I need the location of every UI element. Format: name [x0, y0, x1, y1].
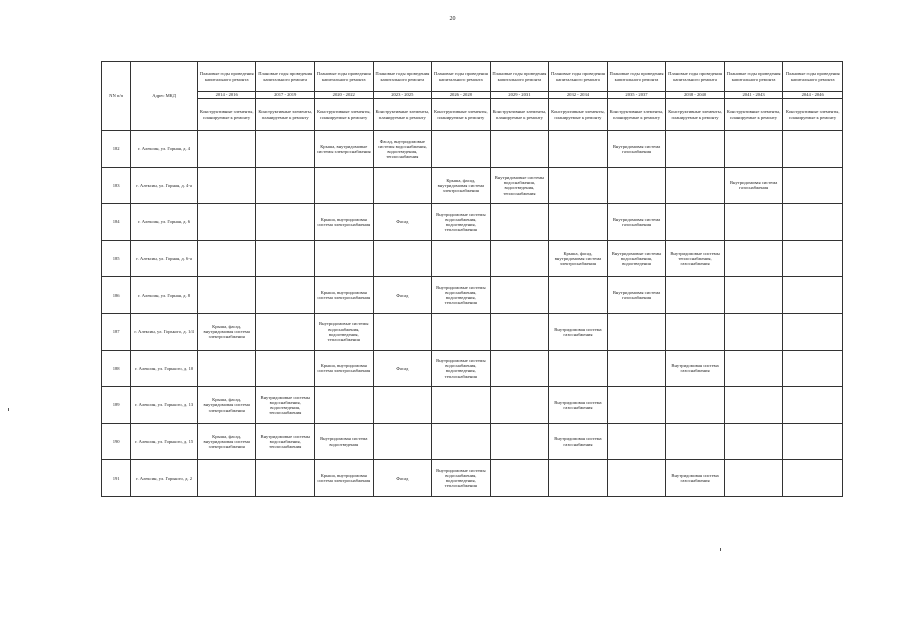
repair-elements-cell: Крыша, внутридомовая система электроснабжения [314, 277, 373, 314]
repair-elements-cell [549, 277, 608, 314]
repair-elements-cell: Крыша, внутридомовая система электроснабжения [314, 350, 373, 387]
repair-elements-cell: Крыша, фасад, внутридомовая система электроснабжения [197, 313, 256, 350]
repair-elements-cell [666, 387, 725, 424]
elements-header: Конструктивные элементы, планируемые к ремонту [666, 99, 725, 131]
repair-elements-cell [373, 167, 432, 204]
repair-elements-cell [490, 313, 549, 350]
repair-elements-cell [490, 131, 549, 168]
period-years-header: 2038 - 2040 [666, 92, 725, 99]
header-address: Адрес МКД [131, 62, 198, 131]
elements-header: Конструктивные элементы, планируемые к ремонту [783, 99, 843, 131]
table-row [102, 350, 843, 387]
period-years-header: 2026 - 2028 [432, 92, 491, 99]
period-title-header: Плановые годы проведения капитального ремонта [724, 62, 783, 92]
repair-elements-cell [432, 387, 491, 424]
repair-elements-cell [373, 240, 432, 277]
repair-elements-cell: Крыша, фасад, внутридомовая система электроснабжения [549, 240, 608, 277]
repair-elements-cell [490, 240, 549, 277]
repair-elements-cell: Внутридомовая система газоснабжения [666, 460, 725, 497]
row-address: г. Алексин, ул. Горная, д. 6 [131, 204, 198, 241]
repair-elements-cell [783, 277, 843, 314]
period-title-header: Плановые годы проведения капитального ремонта [549, 62, 608, 92]
repair-elements-cell [432, 313, 491, 350]
row-number: 189 [102, 387, 131, 424]
header-num: NN п/п [102, 62, 131, 131]
period-title-header: Плановые годы проведения капитального ремонта [490, 62, 549, 92]
repair-elements-cell: Внутридомовая система газоснабжения [549, 423, 608, 460]
repair-elements-cell: Крыша, внутридомовая система электроснабжения [314, 460, 373, 497]
repair-elements-cell [197, 131, 256, 168]
repair-elements-cell: Внутридомовая система газоснабжения [607, 204, 666, 241]
period-title-header: Плановые годы проведения капитального ремонта [314, 62, 373, 92]
repair-elements-cell [783, 423, 843, 460]
repair-elements-cell [724, 313, 783, 350]
repair-elements-cell: Внутридомовые системы водоснабжения, водоотведения [607, 240, 666, 277]
repair-elements-cell [724, 350, 783, 387]
repair-elements-cell [256, 313, 315, 350]
period-title-header: Плановые годы проведения капитального ремонта [197, 62, 256, 92]
repair-elements-cell [256, 204, 315, 241]
repair-elements-cell [432, 131, 491, 168]
repair-elements-cell: Внутридомовая система газоснабжения [724, 167, 783, 204]
table-row [102, 313, 843, 350]
row-address: г. Алексин, ул. Горького, д. 2 [131, 460, 198, 497]
repair-elements-cell [490, 204, 549, 241]
period-title-header: Плановые годы проведения капитального ремонта [432, 62, 491, 92]
repair-elements-cell [314, 387, 373, 424]
row-number: 184 [102, 204, 131, 241]
repair-elements-cell [724, 240, 783, 277]
repair-elements-cell: Внутридомовые системы водоснабжения, водоотведения, теплоснабжения [432, 204, 491, 241]
repair-elements-cell: Внутридомовая система газоснабжения [607, 131, 666, 168]
repair-elements-cell [490, 350, 549, 387]
repair-elements-cell [666, 131, 725, 168]
repair-elements-cell [549, 167, 608, 204]
row-number: 186 [102, 277, 131, 314]
repair-elements-cell [314, 167, 373, 204]
repair-elements-cell [549, 350, 608, 387]
period-years-header: 2029 - 2031 [490, 92, 549, 99]
repair-elements-cell [724, 204, 783, 241]
repair-elements-cell [607, 350, 666, 387]
row-address: г. Алексин, ул. Горького, д. 13 [131, 387, 198, 424]
table-row [102, 167, 843, 204]
repair-elements-cell: Фасад [373, 277, 432, 314]
elements-header: Конструктивные элементы, планируемые к ремонту [490, 99, 549, 131]
row-number: 191 [102, 460, 131, 497]
row-number: 187 [102, 313, 131, 350]
repair-elements-cell [549, 460, 608, 497]
period-title-header: Плановые годы проведения капитального ремонта [783, 62, 843, 92]
period-years-header: 2017 - 2019 [256, 92, 315, 99]
period-title-header: Плановые годы проведения капитального ремонта [607, 62, 666, 92]
row-number: 188 [102, 350, 131, 387]
repair-elements-cell: Внутридомовая система газоснабжения [549, 313, 608, 350]
repair-elements-cell: Крыша, внутридомовые системы электроснабжения [314, 131, 373, 168]
repair-elements-cell: Фасад [373, 204, 432, 241]
period-years-header: 2044 - 2046 [783, 92, 843, 99]
repair-elements-cell [432, 423, 491, 460]
repair-elements-cell [490, 423, 549, 460]
repair-elements-cell: Крыша, фасад, внутридомовая система электроснабжения [432, 167, 491, 204]
repair-elements-cell [197, 240, 256, 277]
table-row [102, 277, 843, 314]
repair-elements-cell [607, 387, 666, 424]
repair-elements-cell [724, 277, 783, 314]
repair-elements-cell: Внутридомовые системы водоснабжения, водоотведения, теплоснабжения [432, 277, 491, 314]
row-address: г. Алексин, ул. Горная, д. 4 [131, 131, 198, 168]
row-number: 182 [102, 131, 131, 168]
repair-elements-cell: Внутридомовая система газоснабжения [666, 350, 725, 387]
period-title-header: Плановые годы проведения капитального ремонта [373, 62, 432, 92]
repair-elements-cell: Внутридомовые системы водоснабжения, водоотведения, теплоснабжения [256, 387, 315, 424]
repair-elements-cell: Внутридомовые системы водоснабжения, теплоснабжения [256, 423, 315, 460]
row-address: г. Алексин, ул. Горького, д. 10 [131, 350, 198, 387]
repair-elements-cell [783, 387, 843, 424]
period-title-header: Плановые годы проведения капитального ремонта [256, 62, 315, 92]
elements-header: Конструктивные элементы, планируемые к ремонту [432, 99, 491, 131]
repair-elements-cell [783, 460, 843, 497]
repair-elements-cell [724, 423, 783, 460]
period-years-header: 2035 - 2037 [607, 92, 666, 99]
repair-elements-cell [607, 313, 666, 350]
repair-elements-cell [197, 204, 256, 241]
repair-elements-cell: Крыша, внутридомовая система электроснабжения [314, 204, 373, 241]
repair-elements-cell [783, 131, 843, 168]
repair-elements-cell [197, 460, 256, 497]
row-number: 185 [102, 240, 131, 277]
repair-elements-cell [432, 240, 491, 277]
repair-elements-cell [490, 277, 549, 314]
repair-elements-cell [783, 204, 843, 241]
row-address: г. Алексин, ул. Горького, д. 15 [131, 423, 198, 460]
repair-elements-cell [314, 240, 373, 277]
repair-elements-cell [256, 350, 315, 387]
repair-elements-cell [666, 313, 725, 350]
repair-elements-cell [373, 313, 432, 350]
repair-elements-cell [197, 167, 256, 204]
repair-elements-cell: Крыша, фасад, внутридомовая система электроснабжения [197, 423, 256, 460]
table-row [102, 423, 843, 460]
repair-elements-cell [783, 240, 843, 277]
scan-mark [720, 548, 721, 551]
repair-elements-cell [666, 423, 725, 460]
elements-header: Конструктивные элементы, планируемые к ремонту [314, 99, 373, 131]
repair-elements-cell: Фасад, внутридомовые системы водоснабжения, водоотведения, теплоснабжения [373, 131, 432, 168]
repair-elements-cell [783, 350, 843, 387]
repair-elements-cell: Крыша, фасад, внутридомовая система электроснабжения [197, 387, 256, 424]
repair-elements-cell [256, 167, 315, 204]
repair-elements-cell [373, 387, 432, 424]
repair-elements-cell [490, 460, 549, 497]
page-number: 20 [449, 16, 456, 22]
elements-header: Конструктивные элементы, планируемые к ремонту [724, 99, 783, 131]
scan-mark [8, 408, 9, 411]
period-years-header: 2041 - 2043 [724, 92, 783, 99]
repair-elements-cell: Внутридомовые системы водоснабжения, водоотведения, теплоснабжения [432, 350, 491, 387]
elements-header: Конструктивные элементы, планируемые к ремонту [607, 99, 666, 131]
repair-elements-cell: Внутридомовая система газоснабжения [607, 277, 666, 314]
repair-elements-cell: Внутридомовые системы водоснабжения, водоотведения, теплоснабжения [432, 460, 491, 497]
row-number: 183 [102, 167, 131, 204]
repair-elements-cell [197, 350, 256, 387]
repair-elements-cell [783, 313, 843, 350]
row-address: г. Алексин, ул. Горная, д. 6-а [131, 240, 198, 277]
repair-elements-cell [724, 460, 783, 497]
repair-elements-cell [549, 131, 608, 168]
repair-elements-cell [666, 204, 725, 241]
row-address: г. Алексин, ул. Горького, д. 1/4 [131, 313, 198, 350]
repair-elements-cell [607, 167, 666, 204]
capital-repair-plan-table [101, 61, 843, 497]
table-row [102, 387, 843, 424]
table-row [102, 240, 843, 277]
repair-elements-cell [607, 460, 666, 497]
repair-elements-cell [256, 277, 315, 314]
repair-elements-cell [724, 387, 783, 424]
repair-elements-cell: Внутридомовые системы водоснабжения, водоотведения, теплоснабжения [490, 167, 549, 204]
repair-elements-cell [549, 204, 608, 241]
period-years-header: 2023 - 2025 [373, 92, 432, 99]
elements-header: Конструктивные элементы, планируемые к ремонту [256, 99, 315, 131]
table-row [102, 204, 843, 241]
period-years-header: 2032 - 2034 [549, 92, 608, 99]
repair-elements-cell: Фасад [373, 460, 432, 497]
row-address: г. Алексин, ул. Горная, д. 8 [131, 277, 198, 314]
table-row [102, 460, 843, 497]
elements-header: Конструктивные элементы, планируемые к ремонту [373, 99, 432, 131]
repair-elements-cell [490, 387, 549, 424]
row-address: г. Алексин, ул. Горная, д. 4-а [131, 167, 198, 204]
period-years-header: 2020 - 2022 [314, 92, 373, 99]
repair-elements-cell: Внутридомовая система газоснабжения [549, 387, 608, 424]
repair-elements-cell: Фасад [373, 350, 432, 387]
repair-elements-cell [666, 167, 725, 204]
repair-elements-cell [724, 131, 783, 168]
repair-elements-cell [197, 277, 256, 314]
repair-elements-cell [256, 460, 315, 497]
repair-elements-cell: Внутридомовые системы водоснабжения, водоотведения, теплоснабжения [314, 313, 373, 350]
repair-elements-cell [607, 423, 666, 460]
repair-elements-cell [783, 167, 843, 204]
repair-elements-cell [256, 240, 315, 277]
repair-elements-cell: Внутридомовые системы теплоснабжения, газоснабжения [666, 240, 725, 277]
repair-elements-cell: Внутридомовая система водоотведения [314, 423, 373, 460]
elements-header: Конструктивные элементы, планируемые к ремонту [549, 99, 608, 131]
elements-header: Конструктивные элементы, планируемые к ремонту [197, 99, 256, 131]
period-title-header: Плановые годы проведения капитального ремонта [666, 62, 725, 92]
repair-elements-cell [666, 277, 725, 314]
table-row [102, 131, 843, 168]
row-number: 190 [102, 423, 131, 460]
repair-elements-cell [373, 423, 432, 460]
period-years-header: 2014 - 2016 [197, 92, 256, 99]
repair-elements-cell [256, 131, 315, 168]
